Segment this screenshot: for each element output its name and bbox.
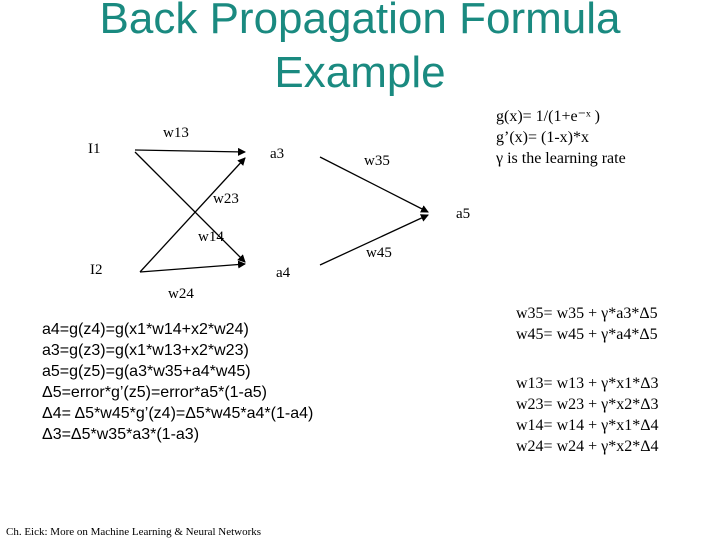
formula-line: a3=g(z3)=g(x1*w13+x2*w23) (42, 342, 249, 359)
output-weight-updates (516, 303, 658, 345)
title-line-2: Example (274, 48, 446, 97)
definition-sigmoid-derivative: g’(x)= (1-x)*x (496, 129, 589, 146)
node-i2: I2 (90, 262, 103, 278)
weight-w35: w35 (364, 153, 390, 169)
update-w24: w24= w24 + γ*x2*Δ4 (516, 438, 659, 455)
formula-line: Δ3=Δ5*w35*a3*(1-a3) (42, 426, 200, 443)
node-a3: a3 (270, 146, 285, 162)
forward-formulas (42, 319, 313, 445)
weight-w24: w24 (168, 286, 194, 302)
update-w13: w13= w13 + γ*x1*Δ3 (516, 375, 659, 392)
formula-line: Δ5=error*g’(z5)=error*a5*(1-a5) (42, 384, 267, 401)
title-line-1: Back Propagation Formula (99, 0, 621, 43)
update-w45: w45= w45 + γ*a4*Δ5 (516, 326, 658, 343)
definition-learning-rate: γ is the learning rate (496, 150, 626, 167)
formula-line: a5=g(z5)=g(a3*w35+a4*w45) (42, 363, 251, 380)
update-w23: w23= w23 + γ*x2*Δ3 (516, 396, 659, 413)
weight-w45: w45 (366, 245, 392, 261)
weight-w13: w13 (163, 125, 189, 141)
update-w14: w14= w14 + γ*x1*Δ4 (516, 417, 659, 434)
formula-line: a4=g(z4)=g(x1*w14+x2*w24) (42, 321, 249, 338)
update-w35: w35= w35 + γ*a3*Δ5 (516, 305, 658, 322)
weight-w14: w14 (198, 229, 224, 245)
formula-line: Δ4= Δ5*w45*g’(z4)=Δ5*w45*a4*(1-a4) (42, 405, 314, 422)
node-i1: I1 (88, 141, 101, 157)
definition-sigmoid: g(x)= 1/(1+e⁻ˣ ) (496, 108, 600, 125)
definitions (496, 106, 626, 169)
hidden-weight-updates (516, 373, 659, 457)
weight-w23: w23 (213, 191, 239, 207)
node-a4: a4 (276, 265, 291, 281)
node-a5: a5 (456, 206, 471, 222)
edge-i2-a4 (140, 264, 245, 272)
footer-credit: Ch. Eick: More on Machine Learning & Neural Networks (6, 526, 262, 538)
edge-i1-a3 (135, 150, 245, 152)
edge-i2-a3 (140, 158, 245, 272)
